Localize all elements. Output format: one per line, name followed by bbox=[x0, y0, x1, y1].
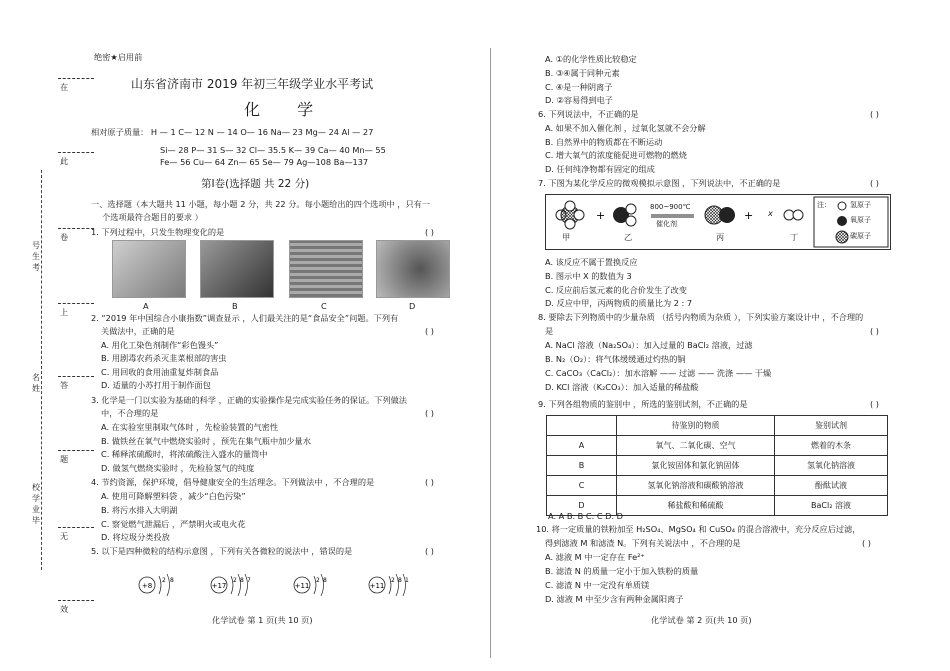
option-image-b bbox=[200, 240, 274, 298]
table-cell: A bbox=[547, 436, 617, 456]
atom-diagram-1 bbox=[135, 570, 193, 600]
binding-label: 效 bbox=[60, 604, 69, 614]
reaction-condition: 800~900℃ bbox=[650, 203, 691, 211]
reactant-label: 乙 bbox=[624, 232, 633, 242]
svg-text:8: 8 bbox=[323, 577, 327, 584]
answer-blank: ( ) bbox=[870, 178, 879, 188]
answer-blank: ( ) bbox=[425, 408, 434, 418]
table-header-cell bbox=[547, 416, 617, 436]
binding-margin bbox=[0, 0, 95, 671]
svg-text:8: 8 bbox=[170, 577, 174, 584]
svg-text:1: 1 bbox=[405, 577, 409, 584]
binding-dash bbox=[58, 376, 94, 377]
section-instruction: 个选项最符合题目的要求 ） bbox=[102, 212, 203, 222]
option-label: C bbox=[321, 301, 327, 311]
secret-mark: 绝密★启用前 bbox=[94, 52, 143, 62]
answer-blank: ( ) bbox=[425, 546, 434, 556]
option-text: D. KCl 溶液（K₂CO₃）：加入适量的稀盐酸 bbox=[545, 382, 699, 392]
table-cell: 氧气、二氧化碳、空气 bbox=[617, 436, 775, 456]
atom-diagram-3 bbox=[290, 570, 348, 600]
answer-blank: ( ) bbox=[425, 477, 434, 487]
table-row bbox=[547, 456, 888, 476]
section-title: 第Ⅰ卷(选择题 共 22 分) bbox=[201, 178, 310, 190]
option-text: A. 用化工染色剂制作“彩色馒头” bbox=[101, 340, 219, 350]
reaction-diagram bbox=[545, 194, 891, 250]
option-text: B. 做铁丝在氧气中燃烧实验时 ，预先在集气瓶中加少量水 bbox=[101, 436, 311, 446]
nucleus-charge: +17 bbox=[211, 582, 227, 590]
option-text: C. 用回收的食用油重复炸制食品 bbox=[101, 367, 219, 377]
table-cell: 氢氧化钠溶液 bbox=[775, 456, 888, 476]
table-header-row bbox=[547, 416, 888, 436]
svg-text:2: 2 bbox=[233, 577, 237, 584]
option-text: A. 使用可降解塑料袋 ，减少“白色污染” bbox=[101, 491, 246, 501]
option-image-c bbox=[289, 240, 363, 298]
table-header-cell: 待鉴别的物质 bbox=[617, 416, 775, 436]
page-divider bbox=[490, 48, 491, 658]
table-cell: B bbox=[547, 456, 617, 476]
binding-label: 无 bbox=[60, 531, 69, 541]
answer-blank: ( ) bbox=[425, 227, 434, 237]
option-text: A. ①的化学性质比较稳定 bbox=[545, 54, 637, 64]
option-text: C. ④是一种阴离子 bbox=[545, 82, 613, 92]
option-text: D. 滤液 M 中至少含有两种金属阳离子 bbox=[545, 594, 684, 604]
reaction-coefficient: x bbox=[768, 208, 773, 218]
option-text: B. N₂（O₂）：将气体缓缓通过灼热的铜 bbox=[545, 354, 686, 364]
option-text: B. ③④属于同种元素 bbox=[545, 68, 620, 78]
binding-dash bbox=[58, 450, 94, 451]
svg-text:2: 2 bbox=[316, 577, 320, 584]
option-image-d bbox=[376, 240, 450, 298]
binding-dash bbox=[58, 78, 94, 79]
identification-table bbox=[546, 415, 888, 516]
nucleus-charge: +8 bbox=[141, 582, 153, 590]
table-cell: D bbox=[547, 496, 617, 516]
school-field: 校学业毕 bbox=[32, 483, 40, 525]
atomic-mass-row: Si— 28 P— 31 S— 32 Cl— 35.5 K— 39 Ca— 40 Mn— 55 bbox=[160, 145, 386, 155]
legend-oxygen: 氧原子 bbox=[850, 216, 871, 224]
binding-dash bbox=[58, 152, 94, 153]
question-2: 关做法中，正确的是 bbox=[101, 326, 175, 336]
reactant-label: 甲 bbox=[562, 232, 571, 242]
atom-diagram-2 bbox=[207, 570, 265, 600]
table-cell: 燃着的木条 bbox=[775, 436, 888, 456]
question-5: 5. 以下是四种微粒的结构示意图 ，下列有关各微粒的说法中 ，错误的是 bbox=[91, 546, 353, 556]
binding-dash bbox=[58, 527, 94, 528]
binding-dash bbox=[58, 228, 94, 229]
option-text: D. 将垃圾分类投放 bbox=[101, 532, 170, 542]
svg-text:2: 2 bbox=[391, 577, 395, 584]
answer-blank: ( ) bbox=[870, 109, 879, 119]
option-text: B. 图示中 X 的数值为 3 bbox=[545, 271, 632, 281]
option-text: B. 自然界中的物质都在不断运动 bbox=[545, 137, 663, 147]
product-label: 丙 bbox=[716, 232, 725, 242]
subject-title: 化 学 bbox=[244, 100, 330, 119]
binding-label: 题 bbox=[60, 454, 69, 464]
page-footer: 化学试卷 第 1 页(共 10 页) bbox=[212, 615, 313, 625]
question-6: 6. 下列说法中，不正确的是 bbox=[538, 109, 639, 119]
option-label: D bbox=[409, 301, 416, 311]
option-text: C. 察觉燃气泄漏后 ，严禁明火或电火花 bbox=[101, 519, 246, 529]
option-label: A bbox=[143, 301, 149, 311]
option-label: B bbox=[232, 301, 238, 311]
option-text: A. NaCl 溶液（Na₂SO₄）：加入过量的 BaCl₂ 溶液，过滤 bbox=[545, 340, 753, 350]
option-text: A. 如果不加入催化剂 ，过氧化氢就不会分解 bbox=[545, 123, 706, 133]
exam-title: 山东省济南市 2019 年初三年级学业水平考试 bbox=[131, 77, 374, 91]
page-footer: 化学试卷 第 2 页(共 10 页) bbox=[651, 615, 752, 625]
option-text: D. 反应中甲，丙两物质的质量比为 2 : 7 bbox=[545, 298, 693, 308]
answer-blank: ( ) bbox=[870, 399, 879, 409]
table-cell: C bbox=[547, 476, 617, 496]
atomic-mass-row: Fe— 56 Cu— 64 Zn— 65 Se— 79 Ag—108 Ba—137 bbox=[160, 157, 369, 167]
question-3: 中，不合理的是 bbox=[101, 408, 159, 418]
option-text: D. ②容易得到电子 bbox=[545, 95, 613, 105]
option-text: C. CaCO₃（CaCl₂）：加水溶解 —— 过滤 —— 洗涤 —— 干燥 bbox=[545, 368, 772, 378]
nucleus-charge: +11 bbox=[294, 582, 310, 590]
question-9: 9. 下列各组物质的鉴别中 ，所选的鉴别试剂，不正确的是 bbox=[538, 399, 748, 409]
question-7: 7. 下图为某化学反应的微观模拟示意图 ，下列说法中，不正确的是 bbox=[538, 178, 781, 188]
option-text: A. 在实验室里制取气体时 ，先检验装置的气密性 bbox=[101, 422, 279, 432]
binding-label: 在 bbox=[60, 82, 69, 92]
option-text: C. 反应前后氢元素的化合价发生了改变 bbox=[545, 285, 687, 295]
svg-text:8: 8 bbox=[240, 577, 244, 584]
table-cell: 氯化铵固体和氯化钠固体 bbox=[617, 456, 775, 476]
option-text: D. 做氢气燃烧实验时 ，先检验氢气的纯度 bbox=[101, 463, 255, 473]
exam-number-field: 号生考 bbox=[32, 241, 40, 272]
binding-label: 答 bbox=[60, 380, 69, 390]
nucleus-charge: +11 bbox=[369, 582, 385, 590]
question-3: 3. 化学是一门以实验为基础的科学 ，正确的实验操作是完成实验任务的保证。下列做法 bbox=[91, 395, 407, 405]
binding-dash bbox=[58, 303, 94, 304]
product-label: 丁 bbox=[790, 232, 799, 242]
option-text: C. 稀释浓硫酸时，将浓硫酸注入盛水的量筒中 bbox=[101, 449, 268, 459]
binding-label: 此 bbox=[60, 156, 69, 166]
table-cell: 氢氧化钠溶液和碳酸钠溶液 bbox=[617, 476, 775, 496]
table-cell: 酚酞试液 bbox=[775, 476, 888, 496]
question-10: 10. 将一定质量的铁粉加至 H₂SO₄、MgSO₄ 和 CuSO₄ 的混合溶液中，充分反应后过滤， bbox=[536, 524, 861, 534]
option-text: D. 任何纯净物都有固定的组成 bbox=[545, 164, 655, 174]
answer-blank: ( ) bbox=[870, 326, 879, 336]
option-text: C. 滤渣 N 中一定没有单质镁 bbox=[545, 580, 650, 590]
table-row bbox=[547, 476, 888, 496]
table-header-cell: 鉴别试剂 bbox=[775, 416, 888, 436]
option-text: C. 增大氧气的浓度能促进可燃物的燃烧 bbox=[545, 150, 687, 160]
question-8: 是 bbox=[545, 326, 554, 336]
binding-dash bbox=[58, 600, 94, 601]
atom-diagram-4 bbox=[365, 570, 423, 600]
question-8: 8. 要除去下列物质中的少量杂质 （括号内物质为杂质 ），下列实验方案设计中 ，不合理的 bbox=[538, 312, 864, 322]
table-row bbox=[547, 436, 888, 456]
question-9-options: A. A B. B C. C D. D bbox=[548, 511, 623, 521]
option-image-a bbox=[112, 240, 186, 298]
atomic-mass-row: 相对原子质量： H — 1 C— 12 N — 14 O— 16 Na— 23 Mg— 24 Al — 27 bbox=[91, 127, 374, 137]
legend-hydrogen: 氢原子 bbox=[850, 201, 871, 209]
question-4: 4. 节约资源，保护环境，倡导健康安全的生活理念。下列做法中 ，不合理的是 bbox=[91, 477, 375, 487]
option-text: B. 将污水排入大明湖 bbox=[101, 505, 178, 515]
section-instruction: 一、选择题（本大题共 11 小题，每小题 2 分，共 22 分。每小题给出的四个选项中 ，只有一 bbox=[91, 199, 431, 209]
legend-note: 注： bbox=[817, 201, 831, 209]
svg-text:+: + bbox=[744, 209, 754, 222]
question-1: 1. 下列过程中，只发生物理变化的是 bbox=[91, 227, 225, 237]
svg-text:+: + bbox=[596, 209, 606, 222]
svg-text:2: 2 bbox=[162, 577, 166, 584]
reaction-catalyst: 催化剂 bbox=[656, 220, 677, 228]
name-field: 名姓 bbox=[32, 373, 40, 393]
option-text: B. 滤渣 N 的质量一定小于加入铁粉的质量 bbox=[545, 566, 699, 576]
legend-carbon: 碳原子 bbox=[850, 232, 871, 240]
binding-label: 上 bbox=[60, 307, 69, 317]
table-cell: BaCl₂ 溶液 bbox=[775, 496, 888, 516]
question-2: 2. “2019 年中国综合小康指数”调查显示 ，人们最关注的是“食品安全”问题。下列有 bbox=[91, 313, 399, 323]
answer-blank: ( ) bbox=[862, 538, 871, 548]
option-text: B. 用剧毒农药杀灭韭菜根部的害虫 bbox=[101, 353, 227, 363]
answer-blank: ( ) bbox=[425, 326, 434, 336]
svg-text:7: 7 bbox=[247, 577, 251, 584]
option-text: A. 该反应不属于置换反应 bbox=[545, 257, 638, 267]
table-cell: 稀盐酸和稀硫酸 bbox=[617, 496, 775, 516]
question-10: 得到滤液 M 和滤渣 N。下列有关说法中 ，不合理的是 bbox=[545, 538, 741, 548]
svg-text:8: 8 bbox=[398, 577, 402, 584]
binding-label: 卷 bbox=[60, 232, 69, 242]
option-text: A. 滤液 M 中一定存在 Fe²⁺ bbox=[545, 552, 645, 562]
option-text: D. 适量的小苏打用于制作面包 bbox=[101, 380, 211, 390]
